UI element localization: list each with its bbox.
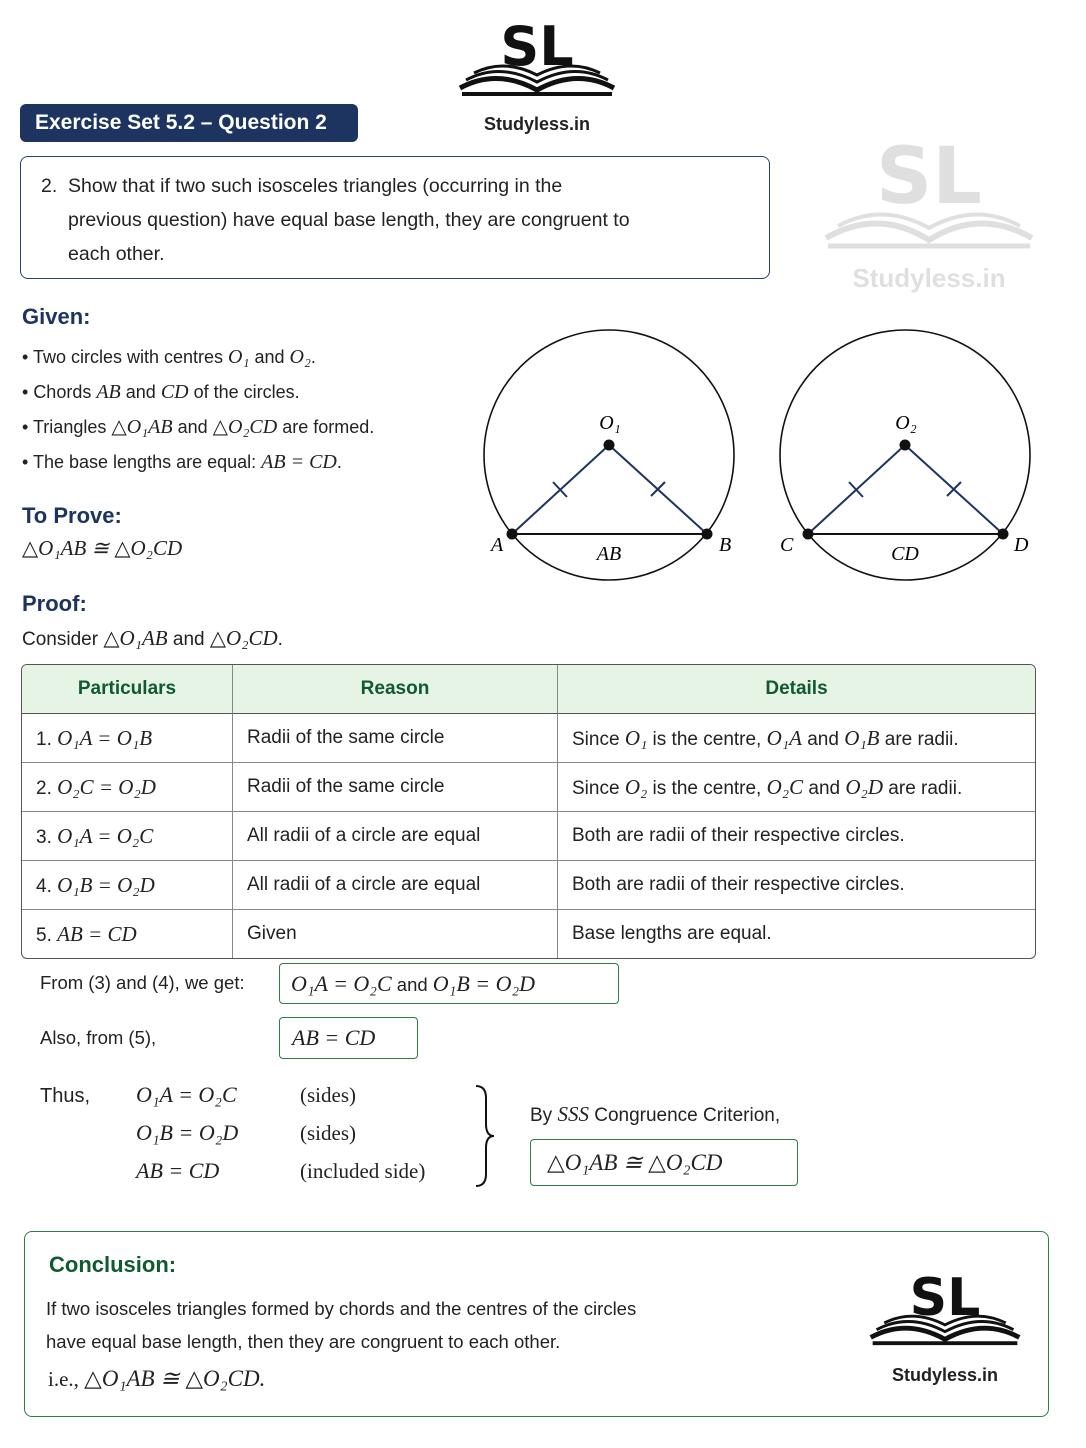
details-cell: Both are radii of their respective circles. — [557, 860, 1035, 909]
from34-box: O₁A = O₂C and O₁B = O₂D — [279, 963, 619, 1004]
logo-text: Studyless.in — [483, 114, 591, 134]
given-heading: Given: — [22, 304, 91, 329]
thus-eq: O₁A = O₂C — [136, 1082, 237, 1107]
details-cell: Since O₂ is the centre, O₂C and O₂D are radii. — [557, 762, 1035, 811]
svg-text:SL: SL — [876, 132, 982, 222]
chord-label: AB — [596, 543, 622, 565]
given-item: • Two circles with centres O₁ and O₂. — [22, 346, 316, 368]
given-item: • Chords AB and CD of the circles. — [22, 381, 300, 403]
given-item: • The base lengths are equal: AB = CD. — [22, 451, 342, 473]
conclusion-text — [46, 1292, 636, 1358]
column-header: Particulars — [22, 665, 232, 714]
point-label: D — [1014, 534, 1029, 556]
watermark-text: Studyless.in — [852, 263, 1006, 293]
reason-cell: Radii of the same circle — [232, 762, 557, 811]
thus-eq: AB = CD — [136, 1158, 220, 1183]
watermark — [818, 128, 1040, 308]
table-row — [22, 714, 1035, 762]
left-circle-diagram — [484, 330, 734, 580]
question-number: 2. — [41, 175, 58, 197]
given-list — [22, 340, 374, 480]
reason-cell: All radii of a circle are equal — [232, 860, 557, 909]
conclusion-logo — [863, 1262, 1027, 1392]
two-circles-figure — [470, 320, 1050, 600]
logo-mark: SL — [500, 15, 574, 78]
question-line: previous question) have equal base length, they are congruent to — [68, 209, 630, 231]
table-row — [22, 762, 1035, 811]
conclusion-line: If two isosceles triangles formed by chords and the centres of the circles — [46, 1298, 637, 1319]
reason-cell: Given — [232, 909, 557, 958]
thus-label: Thus, — [40, 1085, 91, 1107]
column-header: Details — [557, 665, 1035, 714]
conclusion-box — [24, 1231, 1049, 1417]
table-row — [22, 860, 1035, 909]
table-row — [22, 811, 1035, 860]
question-title-badge: Exercise Set 5.2 – Question 2 — [20, 104, 358, 142]
from34-label: From (3) and (4), we get: — [40, 972, 245, 993]
particular-cell: 4. O₁B = O₂D — [22, 860, 232, 909]
particular-cell: 2. O₂C = O₂D — [22, 762, 232, 811]
right-circle-diagram — [780, 330, 1030, 580]
question-box — [20, 156, 770, 279]
point-label: A — [491, 534, 504, 556]
point-label: C — [780, 534, 794, 556]
conclusion-line: have equal base length, then they are congruent to each other. — [46, 1331, 561, 1352]
book-logo-icon — [818, 128, 1040, 258]
svg-text:SL: SL — [909, 1268, 981, 1329]
proof-heading: Proof: — [22, 591, 87, 616]
right-brace-icon — [472, 1084, 498, 1188]
point-label: B — [719, 534, 732, 556]
conclusion-ie: i.e., △O₁AB ≅ △O₂CD. — [48, 1366, 266, 1391]
proof-table — [21, 664, 1036, 959]
top-logo — [452, 10, 622, 135]
centre-label: O₁ — [599, 412, 621, 434]
from5-box: AB = CD — [279, 1017, 418, 1059]
conclusion-heading: Conclusion: — [49, 1252, 177, 1277]
from5-label: Also, from (5), — [40, 1027, 157, 1048]
reason-cell: All radii of a circle are equal — [232, 811, 557, 860]
criterion-text: By SSS Congruence Criterion, — [530, 1102, 781, 1126]
particular-cell: 3. O₁A = O₂C — [22, 811, 232, 860]
centre-label: O₂ — [895, 412, 917, 434]
question-line: Show that if two such isosceles triangles (occurring in the — [68, 175, 563, 197]
details-cell: Since O₁ is the centre, O₁A and O₁B are radii. — [557, 714, 1035, 762]
proof-intro: Consider △O₁AB and △O₂CD. — [22, 626, 283, 650]
logo-text: Studyless.in — [891, 1365, 999, 1385]
details-cell: Base lengths are equal. — [557, 909, 1035, 958]
chord-label: CD — [891, 543, 919, 565]
details-cell: Both are radii of their respective circles. — [557, 811, 1035, 860]
reason-cell: Radii of the same circle — [232, 714, 557, 762]
to-prove-statement: △O₁AB ≅ △O₂CD — [22, 536, 183, 560]
book-logo-icon — [452, 10, 622, 105]
thus-tag: (sides) — [300, 1121, 356, 1145]
particular-cell: 5. AB = CD — [22, 909, 232, 958]
thus-tag: (sides) — [300, 1083, 356, 1107]
thus-eq: O₁B = O₂D — [136, 1120, 239, 1145]
table-row — [22, 909, 1035, 958]
book-logo-icon — [863, 1262, 1027, 1354]
given-item: • Triangles △O₁AB and △O₂CD are formed. — [22, 416, 375, 438]
column-header: Reason — [232, 665, 557, 714]
result-box: △O₁AB ≅ △O₂CD — [530, 1139, 798, 1186]
thus-tag: (included side) — [300, 1159, 426, 1183]
question-line: each other. — [68, 243, 165, 265]
to-prove-heading: To Prove: — [22, 503, 122, 528]
table-header-row — [22, 665, 1035, 714]
particular-cell: 1. O₁A = O₁B — [36, 725, 153, 750]
